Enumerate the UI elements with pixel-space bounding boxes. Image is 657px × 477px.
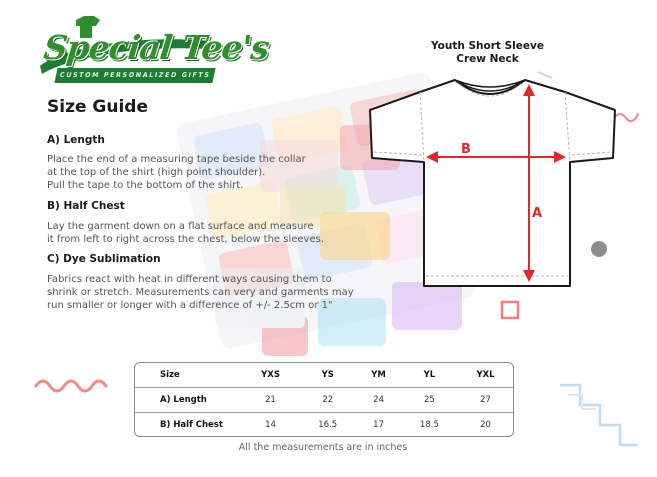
section-text-dye-2: shrink or stretch. Measurements can very and garments may <box>47 287 354 298</box>
section-heading-dye-sublimation: C) Dye Sublimation <box>47 253 161 265</box>
tshirt-diagram <box>360 72 630 292</box>
logo-tagline: CUSTOM PERSONALIZED GIFTS <box>54 68 215 83</box>
table-header-cell: YXL <box>476 370 495 380</box>
section-text-length-2: at the top of the shirt (high point shoulder). <box>47 167 266 178</box>
size-table <box>134 362 514 437</box>
table-header-cell: YM <box>371 370 386 380</box>
table-cell: 21 <box>242 388 299 413</box>
table-header-cell: YXS <box>261 370 280 380</box>
section-text-dye-1: Fabrics react with heat in different ways causing them to <box>47 274 332 285</box>
section-heading-half-chest: B) Half Chest <box>47 200 125 212</box>
section-text-length-1: Place the end of a measuring tape beside the collar <box>47 154 306 165</box>
table-cell: 20 <box>458 413 513 438</box>
shirt-title <box>380 40 595 66</box>
table-cell: 27 <box>458 388 513 413</box>
table-header-row <box>135 363 513 388</box>
tshirt-outline <box>370 80 615 286</box>
table-header-cell: Size <box>160 370 180 380</box>
shirt-title-line-2: Crew Neck <box>456 53 519 65</box>
measurement-note: All the measurements are in inches <box>238 442 408 453</box>
table-row-label: A) Length <box>135 388 242 413</box>
table-cell: 17 <box>356 413 400 438</box>
table-cell: 18.5 <box>401 413 458 438</box>
table-cell: 24 <box>356 388 400 413</box>
section-heading-length: A) Length <box>47 134 105 146</box>
table-cell: 16.5 <box>299 413 356 438</box>
section-text-half-chest-1: Lay the garment down on a flat surface and measure <box>47 221 314 232</box>
brand-logo <box>36 14 271 90</box>
shirt-title-line-1: Youth Short Sleeve <box>431 40 544 52</box>
length-label-a: A <box>532 206 543 221</box>
table-row <box>135 388 513 413</box>
table-row-label: B) Half Chest <box>135 413 242 438</box>
table-cell: 22 <box>299 388 356 413</box>
chest-label-b: B <box>461 142 471 157</box>
page-title: Size Guide <box>47 97 148 117</box>
table-header-cell: YL <box>423 370 436 380</box>
table-cell: 14 <box>242 413 299 438</box>
table-cell: 25 <box>401 388 458 413</box>
table-row <box>135 413 513 438</box>
section-text-dye-3: run smaller or longer with a difference of +/- 2.5cm or 1" <box>47 300 333 311</box>
section-text-half-chest-2: it from left to right across the chest, below the sleeves. <box>47 234 324 245</box>
logo-brand-text: Special Tee's <box>41 28 271 67</box>
table-header-cell: YS <box>321 370 334 380</box>
section-text-length-3: Pull the tape to the bottom of the shirt. <box>47 180 244 191</box>
